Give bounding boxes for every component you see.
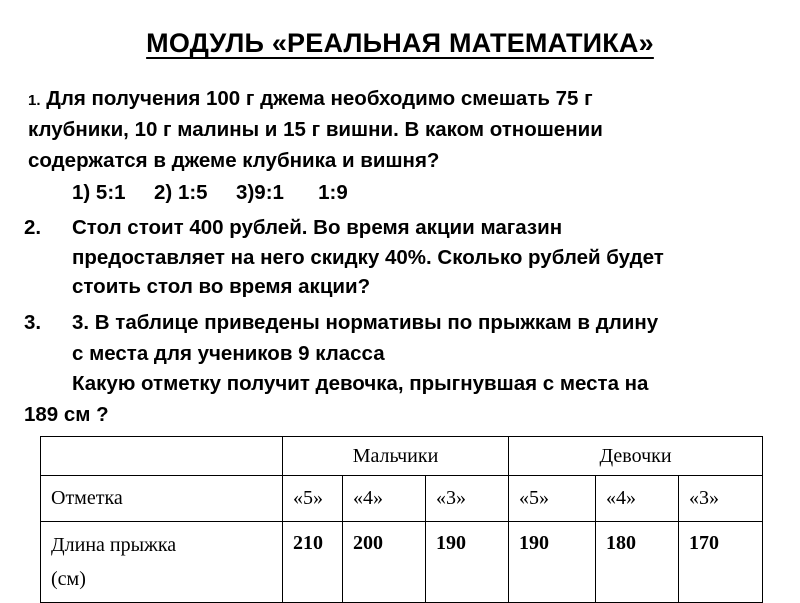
task-2-line-3: стоить стол во время акции?	[72, 275, 371, 298]
table-header-row	[41, 437, 763, 476]
grade-cell: «4»	[343, 476, 426, 522]
task-1-text-1: Для получения 100 г джема необходимо смешать 75 г	[46, 87, 593, 110]
table-row	[41, 476, 763, 522]
table-corner-cell	[41, 437, 283, 476]
task-1-line-1	[28, 84, 593, 116]
grade-cell: «4»	[596, 476, 679, 522]
table-row	[41, 522, 763, 603]
norms-table	[40, 436, 763, 603]
grade-cell: «3»	[426, 476, 509, 522]
task-3-line-4: 189 см ?	[24, 403, 109, 426]
task-3-line-1: 3. В таблице приведены нормативы по прыжкам в длину	[72, 311, 659, 334]
task-2-line-2: предоставляет на него скидку 40%. Сколько рублей будет	[72, 246, 664, 269]
grade-cell: «5»	[509, 476, 596, 522]
length-label-line-1: Длина прыжка	[51, 534, 177, 556]
task-2-line-1: Стол стоит 400 рублей. Во время акции магазин	[72, 216, 563, 239]
boys-header: Мальчики	[283, 437, 509, 476]
length-cell: 180	[596, 522, 679, 603]
grade-cell: «3»	[679, 476, 763, 522]
task-1-options: 1) 5:1 2) 1:5 3)9:1 1:9	[72, 181, 348, 204]
length-cell: 200	[343, 522, 426, 603]
length-label	[41, 522, 283, 603]
task-3-line-2: с места для учеников 9 класса	[72, 342, 385, 365]
length-cell: 210	[283, 522, 343, 603]
page-title: МОДУЛЬ «РЕАЛЬНАЯ МАТЕМАТИКА»	[146, 28, 654, 58]
task-1-number: 1.	[28, 92, 41, 109]
length-cell: 190	[509, 522, 596, 603]
girls-header: Девочки	[509, 437, 763, 476]
length-cell: 190	[426, 522, 509, 603]
grade-cell: «5»	[283, 476, 343, 522]
length-label-line-2: (см)	[51, 568, 86, 590]
task-3-line-3: Какую отметку получит девочка, прыгнувшая с места на	[72, 372, 649, 395]
task-1-line-3: содержатся в джеме клубника и вишня?	[28, 149, 440, 172]
task-3-number: 3.	[24, 311, 42, 334]
grade-label: Отметка	[41, 476, 283, 522]
length-cell: 170	[679, 522, 763, 603]
task-1-line-2: клубники, 10 г малины и 15 г вишни. В каком отношении	[28, 118, 603, 141]
task-2-number: 2.	[24, 216, 42, 239]
